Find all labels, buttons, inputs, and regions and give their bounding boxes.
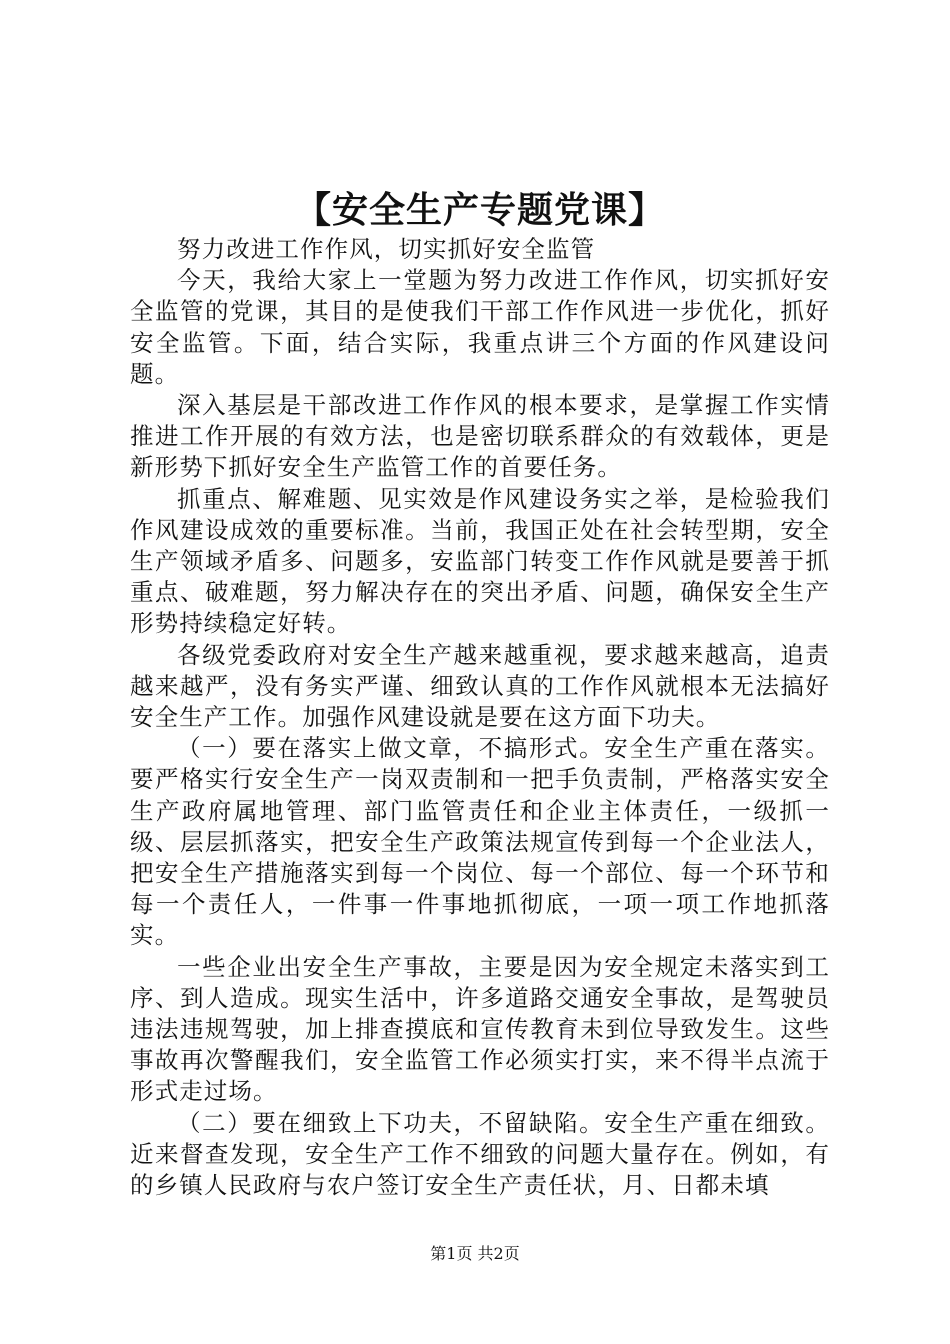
document-title: 【安全生产专题党课】 (294, 189, 665, 231)
body-paragraph: 一些企业出安全生产事故，主要是因为安全规定未落实到工序、到人造成。现实生活中，许多道路交通安全事故，是驾驶员违法违规驾驶，加上排查摸底和宣传教育未到位导致发生。这些事故再次警醒我们，安全监管工作必须实打实，来不得半点流于形式走过场。 (130, 952, 830, 1106)
body-paragraph: 今天，我给大家上一堂题为努力改进工作作风，切实抓好安全监管的党课，其目的是使我们干部工作作风进一步优化，抓好安全监管。下面，结合实际，我重点讲三个方面的作风建设问题。 (130, 266, 830, 388)
body-paragraph: 抓重点、解难题、见实效是作风建设务实之举，是检验我们作风建设成效的重要标准。当前，我国正处在社会转型期，安全生产领域矛盾多、问题多，安监部门转变工作作风就是要善于抓重点、破难题，努力解决存在的突出矛盾、问题，确保安全生产形势持续稳定好转。 (130, 484, 830, 638)
body-paragraph: （二）要在细致上下功夫，不留缺陷。安全生产重在细致。近来督查发现，安全生产工作不细致的问题大量存在。例如，有的乡镇人民政府与农户签订安全生产责任状，月、日都未填 (130, 1108, 830, 1200)
document-body (130, 234, 830, 1201)
body-paragraph: （一）要在落实上做文章，不搞形式。安全生产重在落实。要严格实行安全生产一岗双责制和一把手负责制，严格落实安全生产政府属地管理、部门监管责任和企业主体责任，一级抓一级、层层抓落实，把安全生产政策法规宣传到每一个企业法人，把安全生产措施落实到每一个岗位、每一个部位、每一个环节和每一个责任人，一件事一件事地抓彻底，一项一项工作地抓落实。 (130, 734, 830, 950)
body-paragraph: 深入基层是干部改进工作作风的根本要求，是掌握工作实情推进工作开展的有效方法，也是密切联系群众的有效载体，更是新形势下抓好安全生产监管工作的首要任务。 (130, 391, 830, 482)
body-paragraph: 各级党委政府对安全生产越来越重视，要求越来越高，追责越来越严，没有务实严谨、细致认真的工作作风就根本无法搞好安全生产工作。加强作风建设就是要在这方面下功夫。 (130, 640, 830, 732)
page-number-footer: 第1页 共2页 (430, 1244, 520, 1263)
subtitle-paragraph: 努力改进工作作风，切实抓好安全监管 (177, 235, 596, 263)
